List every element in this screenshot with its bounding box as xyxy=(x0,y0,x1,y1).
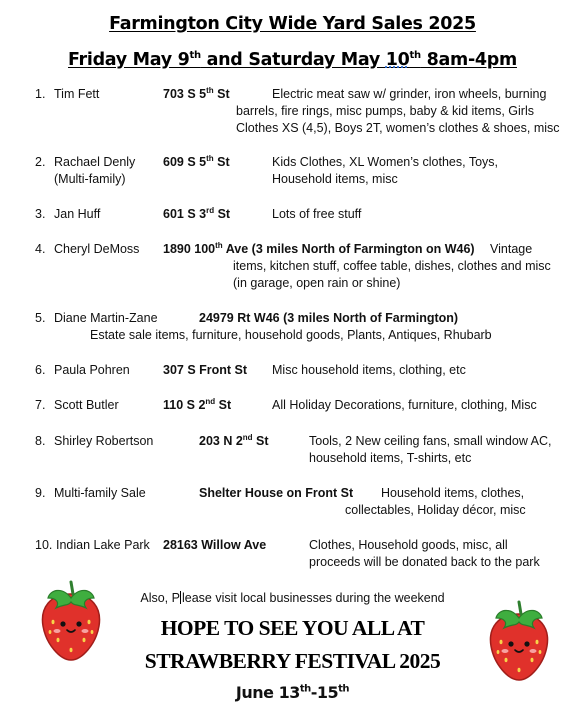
entry-description: barrels, fire rings, misc pumps, baby & kid items, Girls xyxy=(236,104,534,118)
entry-name: Cheryl DeMoss xyxy=(54,242,140,256)
entry-name: Scott Butler xyxy=(54,398,119,412)
visit-note-start: Also, P xyxy=(140,591,180,605)
entry-number: 3. xyxy=(35,207,46,221)
entry-description: items, kitchen stuff, coffee table, dishes, clothes and misc xyxy=(233,259,551,273)
closing-line-2: STRAWBERRY FESTIVAL 2025 xyxy=(144,649,441,673)
entry-name: Shirley Robertson xyxy=(54,434,154,448)
entry-description: Lots of free stuff xyxy=(272,207,362,221)
entry-description: household items, T-shirts, etc xyxy=(309,451,472,465)
subtitle-saturday: and Saturday May xyxy=(200,50,386,70)
strawberry-icon xyxy=(36,576,106,666)
entry-description: proceeds will be donated back to the park xyxy=(309,555,540,569)
entry-name: Diane Martin-Zane xyxy=(54,311,158,325)
address-end: Ave (3 miles North of Farmington on W46) xyxy=(222,242,475,256)
date-sup: th xyxy=(299,683,311,695)
address-text: 703 S 5 xyxy=(163,87,207,101)
address-text: 110 S 2 xyxy=(163,398,206,412)
entry-address xyxy=(163,154,230,171)
entry-address xyxy=(199,433,269,450)
address-end: St xyxy=(214,207,231,221)
date-sup: th xyxy=(338,683,350,695)
page-subtitle xyxy=(0,50,585,70)
entry-number: 7. xyxy=(35,398,46,412)
entry-description: Clothes, Household goods, misc, all xyxy=(309,538,508,552)
entry-description: Tools, 2 New ceiling fans, small window AC, xyxy=(309,434,552,448)
entry-description: Household items, clothes, xyxy=(381,486,525,500)
entry-description: (in garage, open rain or shine) xyxy=(233,276,401,290)
entry-number: 8. xyxy=(35,434,46,448)
address-end: St xyxy=(213,155,230,169)
strawberry-icon xyxy=(484,596,554,686)
entry-description: Household items, misc xyxy=(272,172,398,186)
address-text: 601 S 3 xyxy=(163,207,207,221)
entry-number: 2. xyxy=(35,155,46,169)
address-end: St xyxy=(213,87,230,101)
entry-name-note: (Multi-family) xyxy=(54,172,126,186)
address-text: 203 N 2 xyxy=(199,434,243,448)
entry-number: 9. xyxy=(35,486,46,500)
entry-description: All Holiday Decorations, furniture, clothing, Misc xyxy=(272,398,537,412)
entry-address xyxy=(163,397,231,414)
entry-description: Vintage xyxy=(490,242,533,256)
entry-address: 28163 Willow Ave xyxy=(163,538,267,552)
address-sup: th xyxy=(206,85,214,95)
entry-number: 6. xyxy=(35,363,46,377)
address-sup: th xyxy=(215,240,223,250)
entry-number: 5. xyxy=(35,311,46,325)
entry-description: collectables, Holiday décor, misc xyxy=(345,503,526,517)
address-sup: nd xyxy=(205,396,216,406)
page-title: Farmington City Wide Yard Sales 2025 xyxy=(109,14,476,34)
entry-number: 10. xyxy=(35,538,53,552)
entry-address: Shelter House on Front St xyxy=(199,486,354,500)
subtitle-sup: th xyxy=(409,50,421,62)
entry-name: Paula Pohren xyxy=(54,363,130,377)
address-sup: rd xyxy=(206,205,215,215)
entry-name: Multi-family Sale xyxy=(54,486,146,500)
subtitle-hours: 8am-4pm xyxy=(420,50,517,70)
date-end: -15 xyxy=(310,683,339,702)
entry-address: 307 S Front St xyxy=(163,363,248,377)
address-text: 609 S 5 xyxy=(163,155,207,169)
entry-name: Rachael Denly xyxy=(54,155,136,169)
entry-description: Kids Clothes, XL Women’s clothes, Toys, xyxy=(272,155,499,169)
date-start: June 13 xyxy=(235,683,300,702)
entry-address xyxy=(163,86,230,103)
entry-address xyxy=(163,241,475,258)
entry-name: Indian Lake Park xyxy=(56,538,150,552)
entry-name: Tim Fett xyxy=(54,87,100,101)
entry-address xyxy=(163,206,230,223)
entry-description: Estate sale items, furniture, household goods, Plants, Antiques, Rhubarb xyxy=(90,328,492,342)
entry-description: Clothes XS (4,5), Boys 2T, women’s clothes & shoes, misc xyxy=(236,121,560,135)
entry-address: 24979 Rt W46 (3 miles North of Farmington) xyxy=(199,311,459,325)
address-sup: nd xyxy=(242,432,253,442)
closing-line-1: HOPE TO SEE YOU ALL AT xyxy=(160,616,425,640)
visit-note-end: lease visit local businesses during the weekend xyxy=(181,591,445,605)
address-sup: th xyxy=(206,153,214,163)
entry-name: Jan Huff xyxy=(54,207,101,221)
entry-number: 4. xyxy=(35,242,46,256)
subtitle-friday: Friday May 9 xyxy=(68,50,190,70)
address-end: St xyxy=(252,434,269,448)
entry-description: Misc household items, clothing, etc xyxy=(272,363,466,377)
address-text: 1890 100 xyxy=(163,242,216,256)
entry-number: 1. xyxy=(35,87,46,101)
subtitle-sup: th xyxy=(189,50,201,62)
address-end: St xyxy=(215,398,232,412)
entry-description: Electric meat saw w/ grinder, iron wheels, burning xyxy=(272,87,547,101)
subtitle-ten: 10 xyxy=(385,50,410,70)
